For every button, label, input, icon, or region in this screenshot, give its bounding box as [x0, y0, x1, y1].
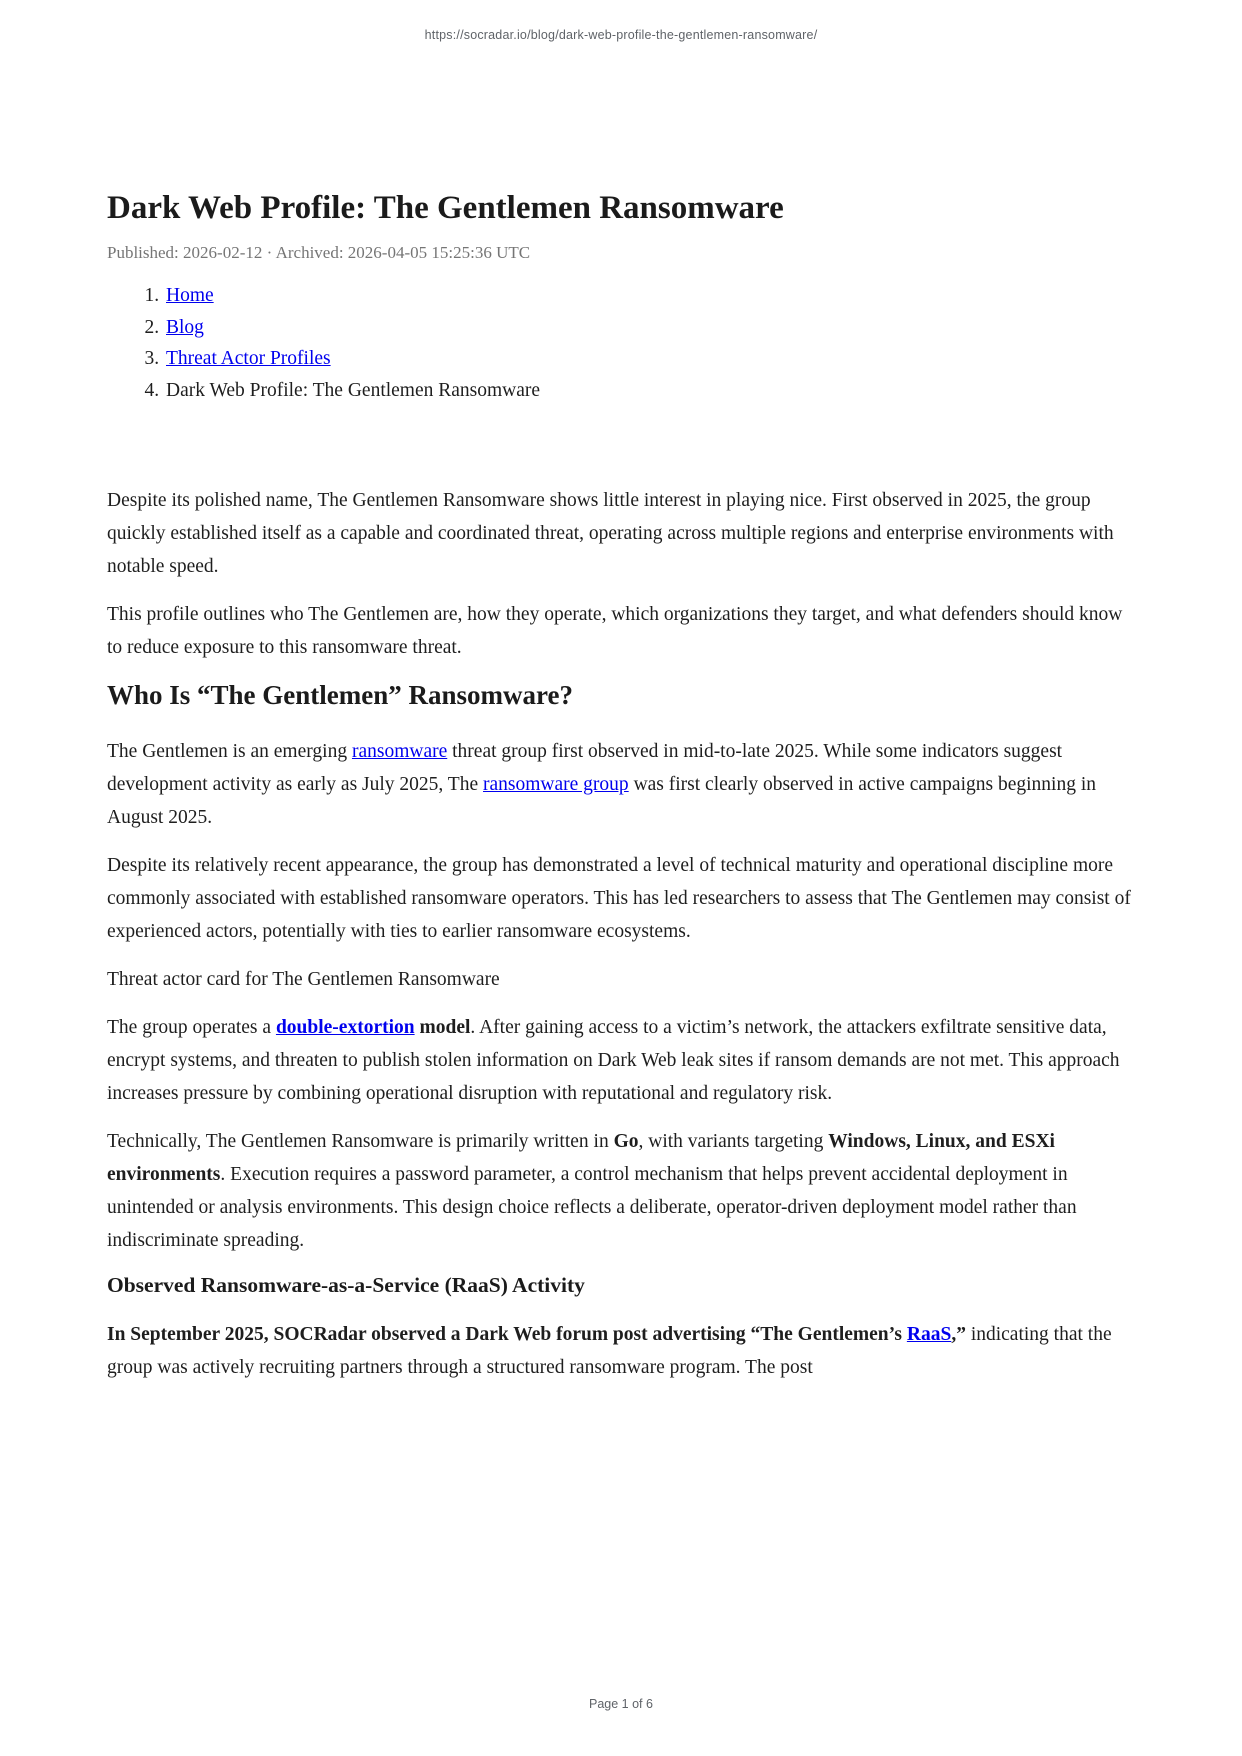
text-run: was first clearly observed in active campaigns beginning in August 2025. [107, 774, 1097, 828]
breadcrumb-item [164, 312, 1139, 344]
heading-raas-activity: Observed Ransomware-as-a-Service (RaaS) Activity [107, 1273, 585, 1297]
text-run: Technically, The Gentlemen Ransomware is primarily written in [107, 1131, 614, 1152]
paragraph-intro-2: This profile outlines who The Gentlemen are, how they operate, which organizations they target, and what defenders should know to reduce exposure to this ransomware threat. [107, 604, 1123, 658]
page-number: Page 1 of 6 [589, 1697, 653, 1711]
image-caption: Threat actor card for The Gentlemen Ransomware [107, 969, 500, 990]
breadcrumb-link-home[interactable]: Home [166, 285, 214, 306]
paragraph-who-1 [107, 735, 1139, 834]
double-extortion-link[interactable]: double-extortion [275, 1017, 415, 1038]
breadcrumb-item-current: 4. Dark Web Profile: The Gentlemen Ransomware [164, 375, 1139, 407]
paragraph-who-2: Despite its relatively recent appearance, the group has demonstrated a level of technical maturity and operational discipline more commonly associated with established ransomware operators. This has led researchers to assess that The Gentlemen may consist of experienced actors, potentially with ties to earlier ransomware ecosystems. [107, 855, 1131, 942]
text-run: threat group first observed in mid-to-late 2025. While some indicators suggest development activity as early as July 2025, The [107, 741, 1063, 795]
text-run: The Gentlemen is an emerging [107, 741, 352, 762]
ransomware-link[interactable]: ransomware [351, 741, 448, 762]
print-header-url: https://socradar.io/blog/dark-web-profile-the-gentlemen-ransomware/ [424, 28, 818, 42]
text-run: In September 2025, SOCRadar observed a Dark Web forum post advertising “The Gentlemen’s [107, 1324, 907, 1345]
breadcrumb [107, 280, 1139, 406]
raas-link[interactable]: RaaS [906, 1324, 952, 1345]
text-run: ,” [951, 1324, 966, 1345]
paragraph-technical [107, 1125, 1139, 1257]
breadcrumb-link-threat-actor-profiles[interactable]: Threat Actor Profiles [166, 348, 331, 369]
heading-who-is: Who Is “The Gentlemen” Ransomware? [107, 680, 574, 710]
text-run: . Execution requires a password parameter, a control mechanism that helps prevent accidental deployment in unintended or analysis environments. This design choice reflects a deliberate, operator-driven deployment model rather than indiscriminate spreading. [107, 1164, 1077, 1251]
text-run: . After gaining access to a victim’s network, the attackers exfiltrate sensitive data, encrypt systems, and threaten to publish stolen information on Dark Web leak sites if ransom demands are not met. This approach increases pressure by combining operational disruption with reputational and regulatory risk. [107, 1017, 1120, 1104]
paragraph-double-extortion [107, 1011, 1139, 1110]
ransomware-group-link[interactable]: ransomware group [483, 774, 629, 795]
text-run: Windows, Linux, and ESXi environments [107, 1131, 1055, 1185]
page-title: Dark Web Profile: The Gentlemen Ransomware [107, 190, 784, 226]
paragraph-intro-1: Despite its polished name, The Gentlemen Ransomware shows little interest in playing nice. First observed in 2025, the group quickly established itself as a capable and coordinated threat, operating across multiple regions and enterprise environments with notable speed. [107, 490, 1114, 577]
text-run: Go [613, 1131, 639, 1152]
breadcrumb-item [164, 280, 1139, 312]
article-meta-line: Published: 2026-02-12 · Archived: 2026-04-05 15:25:36 UTC [107, 243, 531, 262]
paragraph-raas [107, 1318, 1139, 1384]
text-run: The group operates a [107, 1017, 276, 1038]
article-content [107, 0, 1139, 1399]
text-run: model [414, 1017, 471, 1038]
breadcrumb-item [164, 343, 1139, 375]
text-run: indicating that the group was actively recruiting partners through a structured ransomware program. The post [107, 1324, 1112, 1378]
text-run: , with variants targeting [638, 1131, 829, 1152]
breadcrumb-link-blog[interactable]: Blog [166, 316, 204, 338]
